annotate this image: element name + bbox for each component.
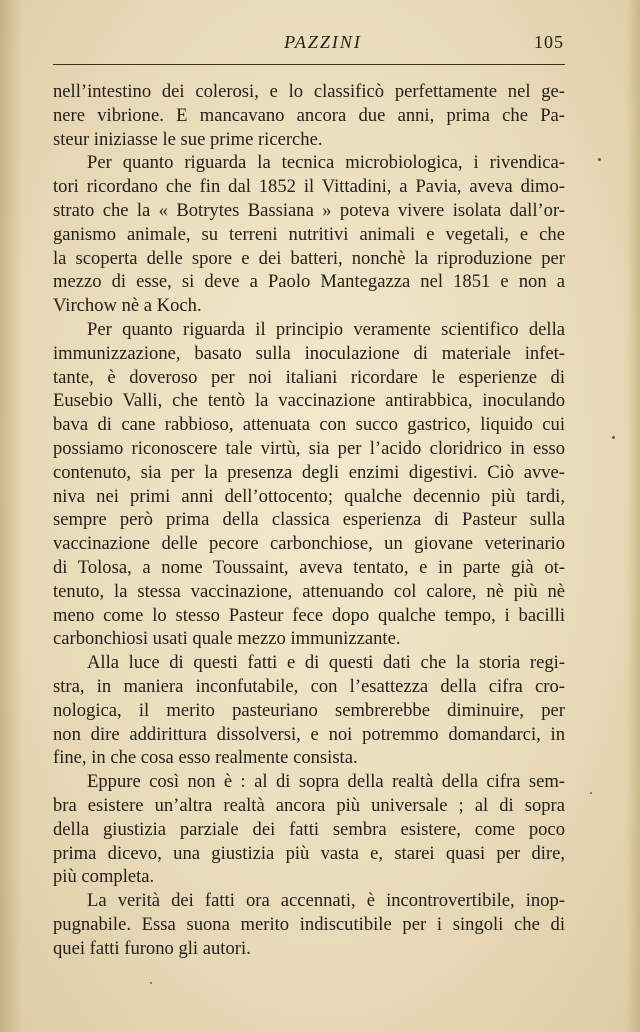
paper-speck xyxy=(612,436,615,439)
text-line: niva nei primi anni dell’ottocento; qualche decennio più tardi, xyxy=(53,485,565,507)
text-line: Eusebio Valli, che tentò la vaccinazione antirabbica, inoculando xyxy=(53,390,565,412)
text-line: nere vibrione. E mancavano ancora due anni, prima che Pa- xyxy=(53,104,565,126)
text-line: fine, in che cosa esso realmente consista. xyxy=(53,747,358,769)
text-line: quei fatti furono gli autori. xyxy=(53,937,251,959)
text-line: Virchow nè a Koch. xyxy=(53,295,202,317)
paragraph xyxy=(53,80,565,151)
text-line: nologica, il merito pasteuriano sembrerebbe diminuire, per xyxy=(53,699,565,721)
text-line: Alla luce di questi fatti e di questi dati che la storia regi- xyxy=(87,652,565,674)
paragraph xyxy=(53,318,565,651)
running-head: PAZZINI xyxy=(284,32,362,52)
text-line: tori ricordano che fin dal 1852 il Vittadini, a Pavia, aveva dimo- xyxy=(53,176,565,198)
page-number: 105 xyxy=(534,32,564,52)
text-line: nell’intestino dei colerosi, e lo classificò perfettamente nel ge- xyxy=(53,81,565,102)
paragraph xyxy=(53,151,565,318)
text-line: mezzo di esse, si deve a Paolo Mantegazza nel 1851 e non a xyxy=(53,271,565,293)
text-line: immunizzazione, basato sulla inoculazione di materiale infet- xyxy=(53,342,565,364)
paper-speck xyxy=(598,158,601,161)
text-line: stra, in maniera inconfutabile, con l’esattezza della cifra cro- xyxy=(53,675,565,697)
text-line: steur iniziasse le sue prime ricerche. xyxy=(53,128,323,150)
paragraph xyxy=(53,770,565,889)
text-line: possiamo riconoscere tale virtù, sia per l’acido cloridrico in esso xyxy=(53,437,565,459)
text-line: bava di cane rabbioso, attenuata con succo gastrico, liquido cui xyxy=(53,414,565,436)
header-rule xyxy=(53,64,565,65)
text-line: tante, è doveroso per noi italiani ricordare le esperienze di xyxy=(53,366,565,388)
body-text xyxy=(53,80,565,960)
text-line: la scoperta delle spore e dei batteri, nonchè la riproduzione per xyxy=(53,247,565,269)
text-line: pugnabile. Essa suona merito indiscutibile per i singoli che di xyxy=(53,913,565,935)
text-line: strato che la « Botrytes Bassiana » poteva vivere isolata dall’or- xyxy=(53,199,565,221)
text-line: tenuto, la stessa vaccinazione, attenuando col calore, nè più nè xyxy=(53,580,565,602)
text-line: Eppure così non è : al di sopra della realtà della cifra sem- xyxy=(87,771,565,793)
page-edge-shadow-left xyxy=(0,0,22,1032)
text-line: meno come lo stesso Pasteur fece dopo qualche tempo, i bacilli xyxy=(53,604,565,626)
text-line: contenuto, sia per la presenza degli enzimi digestivi. Ciò avve- xyxy=(53,461,565,483)
text-line: La verità dei fatti ora accennati, è incontrovertibile, inop- xyxy=(87,890,565,912)
text-line: non dire addirittura dissolversi, e noi potremmo domandarci, in xyxy=(53,723,565,745)
text-line: Per quanto riguarda la tecnica microbiologica, i rivendica- xyxy=(87,152,565,174)
paragraph xyxy=(53,651,565,770)
text-line: di Tolosa, a nome Toussaint, aveva tentato, e in parte già ot- xyxy=(53,556,565,578)
text-line: vaccinazione delle pecore carbonchiose, un giovane veterinario xyxy=(53,533,565,555)
text-line: ganismo animale, su terreni nutritivi animali e vegetali, e che xyxy=(53,223,565,245)
text-line: prima dicevo, una giustizia più vasta e, starei quasi per dire, xyxy=(53,842,565,864)
text-line: bra esistere un’altra realtà ancora più universale ; al di sopra xyxy=(53,794,565,816)
paragraph xyxy=(53,889,565,960)
paper-speck xyxy=(590,792,592,794)
text-line: carbonchiosi usati quale mezzo immunizzante. xyxy=(53,628,401,650)
text-line: della giustizia parziale dei fatti sembra esistere, come poco xyxy=(53,818,565,840)
page-header xyxy=(82,30,564,56)
paper-speck xyxy=(150,982,152,984)
text-line: più completa. xyxy=(53,866,155,888)
text-line: Per quanto riguarda il principio veramente scientifico della xyxy=(87,318,565,340)
page-edge-shadow-right xyxy=(626,0,640,1032)
text-line: sempre però prima della classica esperienza di Pasteur sulla xyxy=(53,509,565,531)
